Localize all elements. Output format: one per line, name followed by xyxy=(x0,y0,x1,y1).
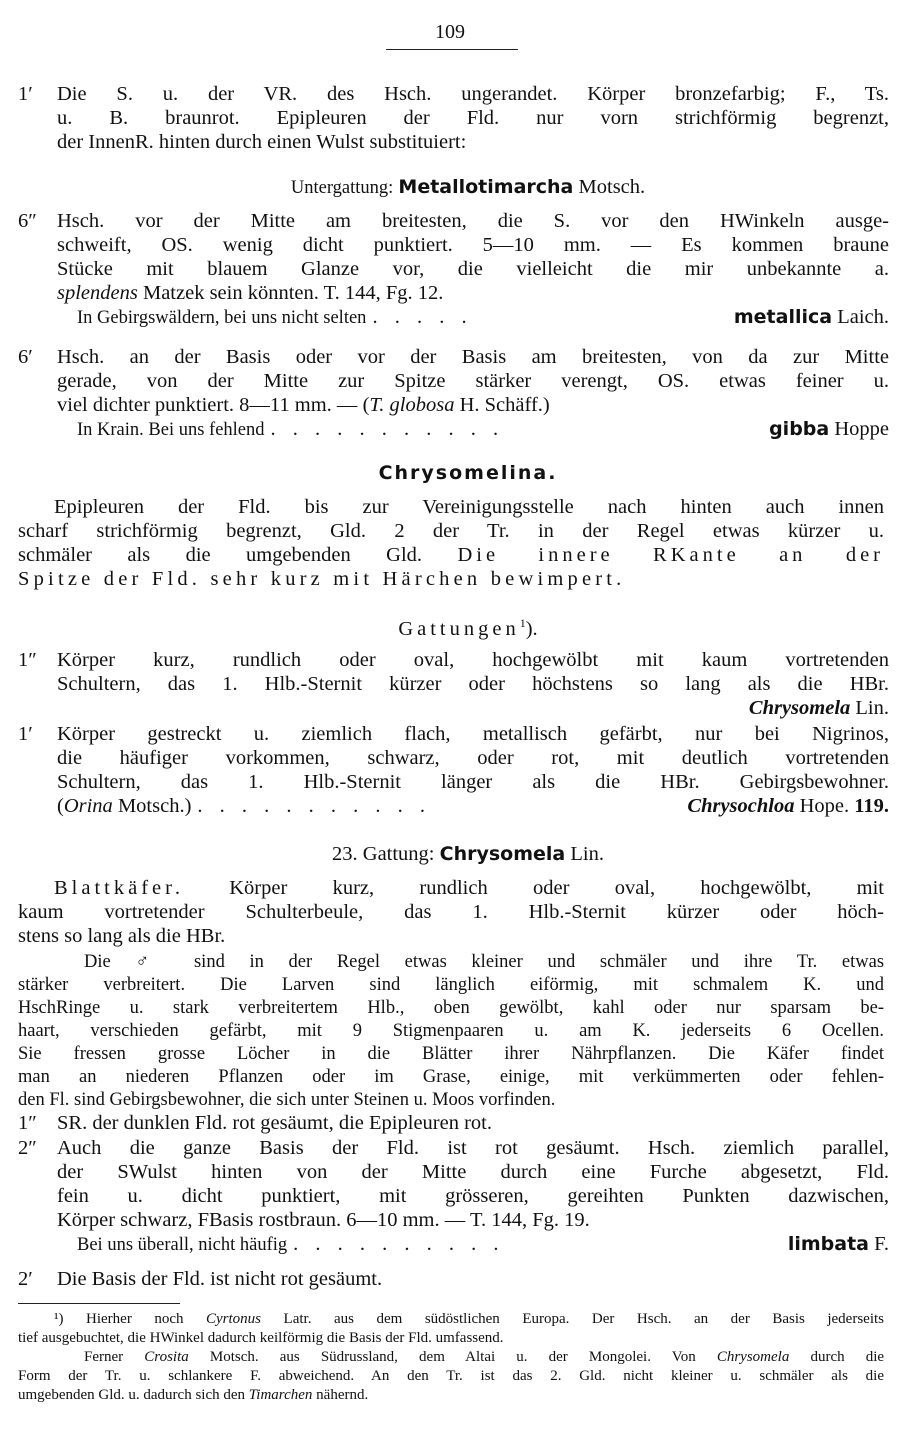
text-line: Die S. u. der VR. des Hsch. ungerandet. Körper bronzefarbig; F., Ts. xyxy=(57,83,889,105)
couplet-number: 1′ xyxy=(18,723,33,745)
text-line: scharf strichförmig begrenzt, Gld. 2 der Tr. in der Regel etwas kürzer u. xyxy=(18,520,884,542)
genus-heading-author: Lin. xyxy=(570,843,604,865)
subgenus-heading xyxy=(52,175,884,200)
italic-name: splendens xyxy=(57,282,138,304)
genera-title: Gattungen xyxy=(398,617,520,640)
text-line: Stücke mit blauem Glanze vor, die vielleicht die mir unbekannte a. xyxy=(57,258,889,280)
genus-couplet-1-prime xyxy=(18,722,889,818)
text-line: HschRinge u. stark verbreitertem Hlb., oben gewölbt, kahl oder nur sparsam be- xyxy=(18,998,884,1018)
text-line: Sie fressen grosse Löcher in die Blätter ihrer Nährpflanzen. Die Käfer findet xyxy=(18,1044,884,1064)
text-line: schweift, OS. wenig dicht punktiert. 5—10 mm. — Es kommen braune xyxy=(57,234,889,256)
page-number: 109 xyxy=(435,21,465,43)
page-reference: 119. xyxy=(854,795,889,817)
text-line: der InnenR. hinten durch einen Wulst substituiert: xyxy=(57,131,467,153)
text-span: durch die xyxy=(810,1349,885,1365)
species-name: metallica xyxy=(733,306,833,328)
biology-paragraph xyxy=(18,951,884,1112)
italic-name: T. globosa xyxy=(369,394,455,416)
footnote-rule xyxy=(18,1303,180,1304)
text-line: Körper schwarz, FBasis rostbraun. 6—10 mm. — T. 144, Fg. 19. xyxy=(57,1209,590,1231)
subgenus-author: Motsch. xyxy=(578,176,646,198)
footnote-line xyxy=(18,1310,884,1329)
genus-heading-prefix: 23. Gattung: xyxy=(332,843,435,865)
text-span: viel dichter punktiert. 8—11 mm. — xyxy=(57,394,358,416)
text-line: der SWulst hinten von der Mitte durch eine Furche abgesetzt, Fld. xyxy=(57,1161,889,1183)
header-rule xyxy=(386,49,518,50)
text-line xyxy=(57,393,889,417)
text-span: umgebenden Gld. u. dadurch sich den xyxy=(18,1387,246,1403)
text-line: Körper gestreckt u. ziemlich flach, metallisch gefärbt, nur bei Nigrinos, xyxy=(57,723,889,745)
text-span: ). xyxy=(525,617,538,640)
text-line xyxy=(57,281,889,305)
text-line: den Fl. sind Gebirgsbewohner, die sich unter Steinen u. Moos vorfinden. xyxy=(18,1090,556,1110)
genus-name: Chrysomela xyxy=(748,697,851,719)
text-span: Hierher noch xyxy=(86,1311,184,1327)
genus-line xyxy=(57,696,889,720)
text-line: SR. der dunklen Fld. rot gesäumt, die Epipleuren rot. xyxy=(57,1112,492,1134)
dot-leader: . . . . . . . . . . xyxy=(293,1233,505,1255)
habitat-text: In Krain. Bei uns fehlend xyxy=(77,420,265,440)
italic-name: Crosita xyxy=(144,1349,189,1365)
italic-name: Cyrtonus xyxy=(206,1311,262,1327)
subtribe-description xyxy=(18,495,884,591)
couplet-number: 6″ xyxy=(18,210,37,232)
couplet-number: 2′ xyxy=(18,1268,33,1290)
text-span: Latr. aus dem südöstlichen Europa. Der Hsch. an der Basis jederseits xyxy=(283,1311,884,1327)
genus-heading xyxy=(52,842,884,866)
footnote-ref: 1 xyxy=(519,616,526,630)
subgenus-name: Metallotimarcha xyxy=(398,176,574,198)
spaced-text: Die innere RKante an der xyxy=(457,544,884,566)
text-span: Körper kurz, rundlich oder oval, hochgewölbt, mit xyxy=(229,877,885,899)
species-name: limbata xyxy=(787,1233,869,1255)
text-span: ( xyxy=(57,795,64,817)
text-line: Auch die ganze Basis der Fld. ist rot gesäumt. Hsch. ziemlich parallel, xyxy=(57,1137,889,1159)
species-author: Hoppe xyxy=(834,418,889,440)
genus-description xyxy=(18,876,884,948)
footnote-line xyxy=(18,1386,884,1405)
subtribe-title: Chrysomelina. xyxy=(378,462,558,484)
habitat-line xyxy=(57,417,889,442)
text-span: schmäler als die umgebenden Gld. xyxy=(18,544,423,566)
species-name: gibba xyxy=(769,418,830,440)
spaced-text-line: Spitze der Fld. sehr kurz mit Härchen bewimpert. xyxy=(18,568,626,590)
text-line: Die Basis der Fld. ist nicht rot gesäumt. xyxy=(57,1268,383,1290)
habitat-line xyxy=(57,1232,889,1257)
spaced-text: Blattkäfer. xyxy=(54,877,184,899)
text-span: nähernd. xyxy=(316,1387,369,1403)
text-line xyxy=(18,951,884,974)
genus-line xyxy=(57,794,889,818)
species-couplet-1-double-prime xyxy=(18,1111,889,1135)
italic-name: Chrysomela xyxy=(716,1349,790,1365)
text-span: Matzek sein könnten. T. 144, Fg. 12. xyxy=(142,282,444,304)
dot-leader: . . . . . . . . . . . xyxy=(197,795,432,817)
couplet-number: 1″ xyxy=(18,1112,37,1134)
text-line: Körper kurz, rundlich oder oval, hochgewölbt mit kaum vortretenden xyxy=(57,649,889,671)
text-span: ( xyxy=(362,394,370,416)
habitat-text: In Gebirgswäldern, bei uns nicht selten xyxy=(77,308,367,328)
species-author: F. xyxy=(874,1233,889,1255)
male-symbol: ♂ xyxy=(135,952,170,972)
text-line: gerade, von der Mitte zur Spitze stärker verengt, OS. etwas feiner u. xyxy=(57,370,889,392)
text-line: Hsch. vor der Mitte am breitesten, die S. vor den HWinkeln ausge- xyxy=(57,210,889,232)
text-line: die häufiger vorkommen, schwarz, oder rot, mit deutlich vortretenden xyxy=(57,747,889,769)
footnote-mark: ¹) xyxy=(54,1311,64,1327)
subgenus-prefix: Untergattung: xyxy=(290,178,394,198)
species-couplet-2-double-prime xyxy=(18,1136,889,1257)
genus-couplet-1-double-prime xyxy=(18,648,889,720)
text-span: Ferner xyxy=(84,1349,124,1365)
couplet-number: 6′ xyxy=(18,346,33,368)
text-line: Schultern, das 1. Hlb.-Sternit kürzer oder höchstens so lang als die HBr. xyxy=(57,673,889,695)
species-couplet-2-prime xyxy=(18,1267,889,1291)
text-span: Die xyxy=(84,952,111,972)
species-author: Laich. xyxy=(837,306,889,328)
key-couplet-6-double-prime xyxy=(18,209,889,330)
text-line xyxy=(18,876,884,900)
habitat-text: Bei uns überall, nicht häufig xyxy=(77,1235,288,1255)
italic-name: Timarchen xyxy=(248,1387,313,1403)
couplet-number: 1′ xyxy=(18,83,33,105)
key-couplet-6-prime xyxy=(18,345,889,442)
subtribe-heading xyxy=(52,461,884,485)
couplet-number: 2″ xyxy=(18,1137,37,1159)
footnote-line: Form der Tr. u. schlankere F. abweichend. An den Tr. ist das 2. Gld. nicht kleiner u. schmäler als die xyxy=(18,1368,884,1384)
couplet-number: 1″ xyxy=(18,649,37,671)
genera-heading xyxy=(52,611,884,641)
footnote-line xyxy=(18,1348,884,1367)
text-line: fein u. dicht punktiert, mit grösseren, gereihten Punkten dazwischen, xyxy=(57,1185,889,1207)
text-line: u. B. braunrot. Epipleuren der Fld. nur vorn strichförmig begrenzt, xyxy=(57,107,889,129)
text-line xyxy=(18,543,884,567)
dot-leader: . . . . . xyxy=(372,306,473,328)
text-line: kaum vortretender Schulterbeule, das 1. Hlb.-Sternit kürzer oder höch- xyxy=(18,901,884,923)
text-line: stärker verbreitert. Die Larven sind länglich eiförmig, mit schmalem K. und xyxy=(18,975,884,995)
text-line: man an niederen Pflanzen oder im Grase, einige, mit verkümmerten oder fehlen- xyxy=(18,1067,884,1087)
dot-leader: . . . . . . . . . . . xyxy=(270,418,505,440)
text-line: Hsch. an der Basis oder vor der Basis am breitesten, von da zur Mitte xyxy=(57,346,889,368)
footnote xyxy=(18,1310,884,1405)
text-line: stens so lang als die HBr. xyxy=(18,925,226,947)
habitat-line xyxy=(57,305,889,330)
text-span: Motsch.) xyxy=(117,795,192,817)
genus-author: Hope. xyxy=(799,795,850,817)
genus-author: Lin. xyxy=(855,697,889,719)
text-line: Schultern, das 1. Hlb.-Sternit länger als die HBr. Gebirgsbewohner. xyxy=(57,771,889,793)
text-span: H. Schäff.) xyxy=(459,394,550,416)
text-span: sind in der Regel etwas kleiner und schmäler und ihre Tr. etwas xyxy=(193,952,885,972)
genus-name: Chrysochloa xyxy=(687,795,795,817)
genus-heading-name: Chrysomela xyxy=(439,843,566,865)
text-span: Motsch. aus Südrussland, dem Altai u. der Mongolei. Von xyxy=(209,1349,696,1365)
key-couplet-1-prime xyxy=(18,82,889,154)
italic-name: Orina xyxy=(63,795,113,817)
text-line: Epipleuren der Fld. bis zur Vereinigungsstelle nach hinten auch innen xyxy=(54,496,884,518)
footnote-line: tief ausgebuchtet, die HWinkel dadurch keilförmig die Basis der Fld. umfassend. xyxy=(18,1330,504,1346)
text-line: haart, verschieden gefärbt, mit 9 Stigmenpaaren u. am K. jederseits 6 Ocellen. xyxy=(18,1021,884,1041)
